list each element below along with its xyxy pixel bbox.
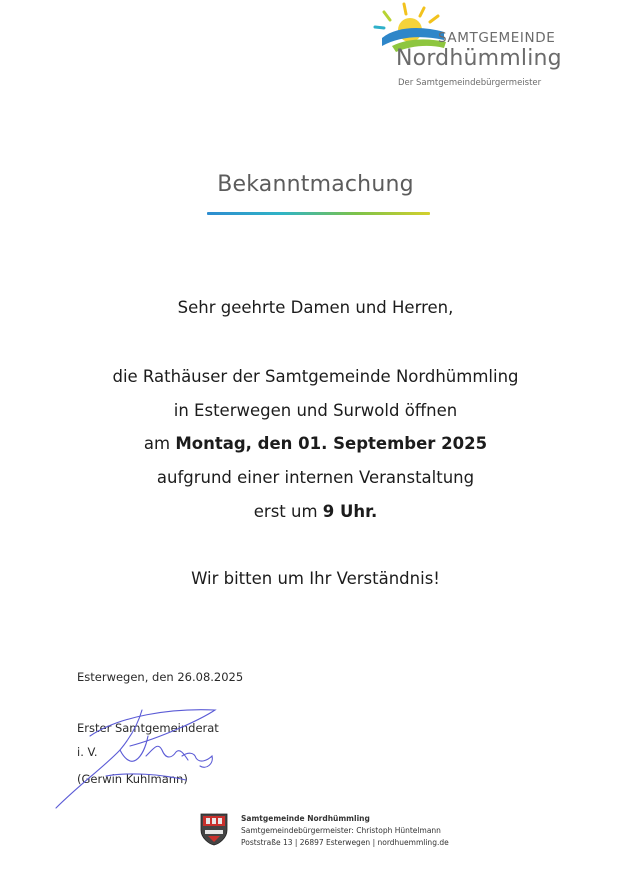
body-line-5: [0, 502, 631, 521]
body-line-5-prefix: erst um: [253, 502, 323, 521]
body-line-1: die Rathäuser der Samtgemeinde Nordhümmling: [112, 367, 519, 386]
signer-role: Erster Samtgemeinderat: [77, 721, 219, 735]
opening-time: 9 Uhr.: [322, 502, 378, 521]
samtgemeinde-logo: [372, 2, 572, 94]
handwritten-signature: [50, 680, 230, 820]
body-line-3-prefix: am: [143, 434, 176, 453]
footer-address: Poststraße 13 | 26897 Esterwegen | nordhuemmling.de: [241, 838, 449, 847]
event-date: Montag, den 01. September 2025: [175, 434, 488, 453]
logo-buergermeister-text: Der Samtgemeindebürgermeister: [398, 78, 542, 88]
in-vertretung: i. V.: [77, 745, 98, 759]
signer-name: (Gerwin Kuhlmann): [77, 772, 188, 786]
body-line-2: in Esterwegen und Surwold öffnen: [173, 401, 458, 420]
coat-of-arms-icon: [199, 812, 229, 846]
place-date: Esterwegen, den 26.08.2025: [77, 670, 244, 684]
footer-mayor: Samtgemeindebürgermeister: Christoph Hüntelmann: [241, 826, 441, 835]
body-line-4: aufgrund einer internen Veranstaltung: [156, 468, 475, 487]
body-line-3: [0, 434, 631, 453]
title-underline: [207, 212, 430, 215]
footer-org: Samtgemeinde Nordhümmling: [241, 814, 370, 823]
logo-nordhuemmling-text: Nordhümmling: [396, 46, 562, 71]
page-title: Bekanntmachung: [217, 172, 414, 197]
logo-samtgemeinde-text: SAMTGEMEINDE: [438, 30, 556, 46]
closing-line: Wir bitten um Ihr Verständnis!: [191, 569, 440, 588]
greeting: Sehr geehrte Damen und Herren,: [177, 298, 454, 317]
